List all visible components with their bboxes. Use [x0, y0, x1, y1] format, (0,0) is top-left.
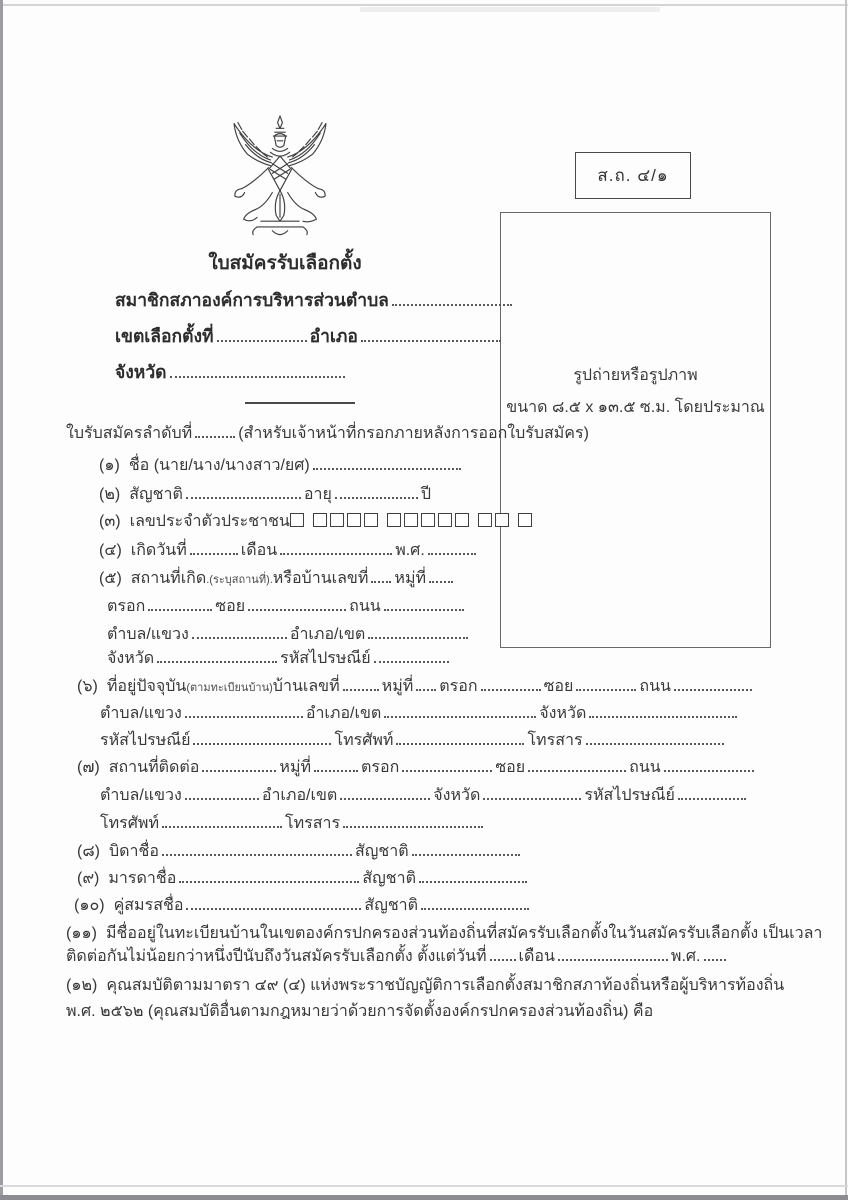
label-text: หมู่ที่: [381, 678, 414, 695]
label-text: สัญชาติ: [364, 897, 419, 914]
item-number: (๒): [99, 486, 121, 503]
label-text: ซอย: [215, 598, 246, 615]
digit-box[interactable]: [518, 513, 532, 527]
label-text: หมู่ที่: [394, 570, 427, 587]
scan-edge-left: [0, 0, 3, 1200]
item-number: (๓): [99, 513, 121, 530]
form-line-item-7-phone-fax: [100, 814, 486, 834]
dotted-blank-field[interactable]: [490, 947, 516, 961]
label-text: อำเภอ: [309, 326, 358, 346]
label-text: บิดาชื่อ: [109, 843, 159, 860]
item-number: (๖): [77, 678, 98, 695]
scan-smudge: [360, 7, 660, 12]
dotted-blank-field[interactable]: [384, 597, 464, 611]
item-number: (๕): [99, 570, 122, 587]
label-text: ติดต่อกันไม่น้อยกว่าหนึ่งปีนับถึงวันสมัครรับเลือกตั้ง ตั้งแต่วันที่: [66, 948, 487, 965]
label-text: สถานที่เกิด: [130, 570, 207, 587]
label-text: พ.ศ.: [670, 948, 701, 965]
page-title: ใบสมัครรับเลือกตั้ง: [208, 253, 362, 274]
dotted-blank-field[interactable]: [190, 541, 238, 555]
dotted-blank-field[interactable]: [192, 625, 287, 639]
digit-box[interactable]: [387, 513, 401, 527]
header-divider: [245, 402, 355, 404]
item-number: (๑): [99, 457, 120, 474]
dotted-blank-field[interactable]: [313, 456, 461, 470]
form-line-item-1-name: [99, 456, 464, 476]
digit-box[interactable]: [455, 513, 469, 527]
form-line-item-10-spouse: [74, 896, 532, 916]
label-text: สัญชาติ: [362, 870, 416, 887]
label-text: (สำหรับเจ้าหน้าที่กรอกภายหลังการออกใบรับสมัคร): [238, 425, 589, 442]
dotted-blank-field[interactable]: [186, 485, 301, 499]
label-text: คุณสมบัติตามมาตรา ๔๙ (๔) แห่งพระราชบัญญัติการเลือกตั้งสมาชิกสภาท้องถิ่นหรือผู้บริหารท้องถิ่น: [106, 977, 785, 994]
dotted-blank-field[interactable]: [428, 541, 476, 555]
digit-box[interactable]: [421, 513, 435, 527]
scan-edge-bottom: [0, 1195, 848, 1200]
label-text: บ้านเลขที่: [272, 678, 340, 695]
form-line-item-5-province-postcode: [107, 649, 452, 669]
label-text: หรือบ้านเลขที่: [272, 570, 369, 587]
label-text: ซอย: [495, 759, 526, 776]
form-line-item-6-subdistrict-district-province: [100, 704, 740, 724]
dotted-blank-field[interactable]: [589, 704, 737, 718]
form-line-item-6-current-address: [77, 677, 755, 698]
item-number: (๙): [77, 870, 100, 887]
dotted-blank-field[interactable]: [179, 869, 359, 883]
label-text: อำเภอ/เขต: [289, 626, 366, 643]
dotted-blank-field[interactable]: [185, 786, 259, 800]
label-text: ตรอก: [361, 759, 400, 776]
label-text: สถานที่ติดต่อ: [108, 759, 200, 776]
form-line-item-6-postcode-phone-fax: [100, 731, 727, 751]
dotted-blank-field[interactable]: [343, 814, 483, 828]
item-number: (๑๒): [66, 977, 98, 994]
small-note-text: (ตามทะเบียนบ้าน): [186, 682, 273, 694]
form-line-item-12-qualification-2: [66, 1002, 653, 1022]
dotted-blank-field[interactable]: [396, 731, 524, 745]
dotted-blank-field[interactable]: [421, 896, 529, 910]
dotted-blank-field[interactable]: [202, 758, 276, 772]
dotted-blank-field[interactable]: [374, 649, 449, 663]
label-text: ตำบล/แขวง: [107, 626, 189, 643]
label-text: ตรอก: [439, 678, 478, 695]
dotted-blank-field[interactable]: [170, 364, 345, 378]
digit-box[interactable]: [290, 513, 304, 527]
form-line-item-4-birthdate: [99, 541, 479, 561]
garuda-emblem-icon: [222, 114, 338, 248]
dotted-blank-field[interactable]: [371, 569, 391, 583]
digit-box[interactable]: [330, 513, 344, 527]
digit-box[interactable]: [313, 513, 327, 527]
scan-edge-bottom-line: [0, 1185, 848, 1187]
dotted-blank-field[interactable]: [674, 677, 752, 691]
form-line-item-8-father: [77, 842, 523, 862]
item-number: (๘): [77, 843, 100, 860]
label-text: จังหวัด: [107, 650, 155, 667]
label-text: สัญชาติ: [129, 486, 183, 503]
form-line-header-province: [115, 362, 348, 382]
digit-box[interactable]: [404, 513, 418, 527]
form-line-item-5-lane-soi-road: [107, 597, 467, 617]
item-number: (๑๐): [74, 897, 105, 914]
dotted-blank-field[interactable]: [429, 569, 453, 583]
dotted-blank-field[interactable]: [186, 896, 361, 910]
form-line-item-7-contact-place: [77, 758, 757, 778]
digit-box[interactable]: [495, 513, 509, 527]
digit-box[interactable]: [364, 513, 378, 527]
dotted-blank-field[interactable]: [193, 731, 331, 745]
dotted-blank-field[interactable]: [185, 704, 303, 718]
dotted-blank-field[interactable]: [402, 758, 492, 772]
dotted-blank-field[interactable]: [704, 947, 726, 961]
label-text: ตรอก: [107, 598, 146, 615]
label-text: อำเภอ/เขต: [261, 787, 338, 804]
label-text: หมู่ที่: [279, 759, 312, 776]
form-line-item-12-qualification-1: [66, 976, 784, 996]
label-text: อายุ: [303, 486, 332, 503]
label-text: อำเภอ/เขต: [305, 705, 382, 722]
form-line-item-7-subdistrict-district-province-postcode: [100, 786, 749, 806]
form-line-item-5-birthplace: [99, 569, 456, 590]
label-text: โทรศัพท์: [334, 732, 394, 749]
digit-box[interactable]: [438, 513, 452, 527]
dotted-blank-field[interactable]: [248, 597, 346, 611]
form-line-item-3-national-id: [99, 512, 532, 532]
form-line-header-electoral-district: [115, 326, 504, 346]
form-line-receipt-number: [66, 424, 589, 444]
label-text: มารดาชื่อ: [108, 870, 177, 887]
label-text: จังหวัด: [539, 705, 587, 722]
dotted-blank-field[interactable]: [586, 731, 724, 745]
label-text: ถนน: [639, 678, 671, 695]
photo-box-caption: รูปถ่ายหรือรูปภาพ: [573, 367, 698, 384]
label-text: ถนน: [629, 759, 661, 776]
digit-box[interactable]: [347, 513, 361, 527]
label-text: สมาชิกสภาองค์การบริหารส่วนตำบล: [115, 290, 389, 310]
label-text: พ.ศ. ๒๕๖๒ (คุณสมบัติอื่นตามกฎหมายว่าด้วยการจัดตั้งองค์กรปกครองส่วนท้องถิ่น) คือ: [66, 1003, 654, 1020]
form-line-item-9-mother: [77, 869, 530, 889]
label-text: โทรศัพท์: [100, 815, 159, 832]
scan-edge-top: [0, 4, 848, 6]
item-number: (๑๑): [66, 925, 97, 942]
label-text: รหัสไปรษณีย์: [100, 732, 191, 749]
form-line-item-11-house-registration-2: [66, 947, 729, 967]
digit-box-group: [387, 512, 469, 532]
label-text: มีชื่ออยู่ในทะเบียนบ้านในเขตองค์กรปกครองส่วนท้องถิ่นที่สมัครรับเลือกตั้งในวันสมัครรับเลือกตั้ง เป็นเวลา: [105, 925, 823, 942]
digit-box-group: [290, 512, 304, 532]
label-text: ใบรับสมัครลำดับที่: [66, 425, 193, 442]
dotted-blank-field[interactable]: [195, 424, 235, 438]
label-text: เดือน: [240, 542, 278, 559]
form-line-header-member-of-council: [115, 290, 515, 310]
label-text: รหัสไปรษณีย์: [584, 787, 675, 804]
label-text: เดือน: [518, 948, 555, 965]
label-text: ตำบล/แขวง: [100, 787, 182, 804]
label-text: พ.ศ.: [395, 542, 425, 559]
dotted-blank-field[interactable]: [361, 328, 501, 342]
dotted-blank-field[interactable]: [384, 704, 536, 718]
form-code-label: ส.ถ. ๔/๑: [597, 166, 669, 185]
label-text: ปี: [420, 486, 431, 503]
scan-edge-right: [845, 0, 847, 1200]
dotted-blank-field[interactable]: [314, 758, 358, 772]
label-text: จังหวัด: [433, 787, 481, 804]
dotted-blank-field[interactable]: [280, 541, 392, 555]
small-note-text: .(ระบุสถานที่).: [206, 574, 273, 586]
national-id-digit-boxes[interactable]: [290, 513, 532, 530]
digit-box-group: [313, 512, 378, 532]
label-text: สัญชาติ: [355, 843, 409, 860]
dotted-blank-field[interactable]: [481, 677, 541, 691]
dotted-blank-field[interactable]: [340, 786, 430, 800]
form-line-item-5-subdistrict-district: [107, 625, 471, 645]
form-line-item-11-house-registration-1: [66, 924, 822, 944]
dotted-blank-field[interactable]: [412, 842, 520, 856]
dotted-blank-field[interactable]: [162, 814, 282, 828]
dotted-blank-field[interactable]: [368, 625, 468, 639]
dotted-blank-field[interactable]: [419, 869, 527, 883]
dotted-blank-field[interactable]: [576, 677, 636, 691]
dotted-blank-field[interactable]: [392, 292, 512, 306]
dotted-blank-field[interactable]: [157, 649, 277, 663]
dotted-blank-field[interactable]: [217, 328, 307, 342]
photo-box-size-note: ขนาด ๘.๕ x ๑๓.๕ ซ.ม. โดยประมาณ: [506, 399, 765, 416]
dotted-blank-field[interactable]: [664, 758, 754, 772]
dotted-blank-field[interactable]: [528, 758, 626, 772]
label-text: เขตเลือกตั้งที่: [115, 326, 214, 346]
form-line-item-2-nationality-age: [99, 485, 431, 505]
label-text: เกิดวันที่: [130, 542, 187, 559]
label-text: ที่อยู่ปัจจุบัน: [106, 678, 187, 695]
dotted-blank-field[interactable]: [335, 485, 418, 499]
label-text: ชื่อ (นาย/นาง/นางสาว/ยศ): [128, 457, 310, 474]
digit-box[interactable]: [478, 513, 492, 527]
dotted-blank-field[interactable]: [416, 677, 436, 691]
item-number: (๗): [77, 759, 100, 776]
dotted-blank-field[interactable]: [343, 677, 379, 691]
dotted-blank-field[interactable]: [483, 786, 581, 800]
label-text: โทรสาร: [527, 732, 583, 749]
form-code-box: [575, 152, 691, 199]
label-text: คู่สมรสชื่อ: [113, 897, 184, 914]
item-number: (๔): [99, 542, 122, 559]
dotted-blank-field[interactable]: [678, 786, 746, 800]
label-text: โทรสาร: [284, 815, 341, 832]
digit-box-group: [478, 512, 509, 532]
label-text: ตำบล/แขวง: [100, 705, 182, 722]
label-text: เลขประจำตัวประชาชน: [129, 513, 290, 530]
dotted-blank-field[interactable]: [148, 597, 212, 611]
label-text: จังหวัด: [115, 362, 167, 382]
dotted-blank-field[interactable]: [162, 842, 352, 856]
label-text: ซอย: [543, 678, 574, 695]
label-text: รหัสไปรษณีย์: [280, 650, 371, 667]
digit-box-group: [518, 512, 532, 532]
dotted-blank-field[interactable]: [558, 947, 668, 961]
label-text: ถนน: [349, 598, 381, 615]
